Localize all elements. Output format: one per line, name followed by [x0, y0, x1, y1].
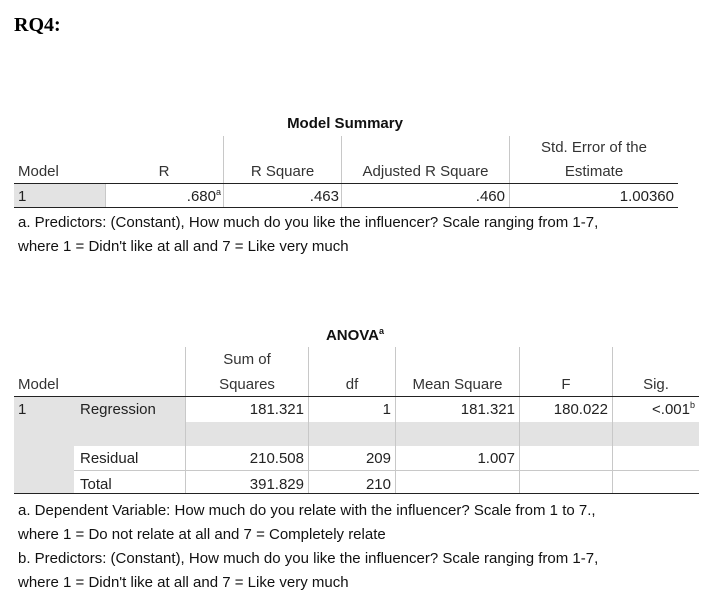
- anova-title: ANOVA$^a$: [325, 326, 385, 344]
- anova-row-regression-label: Regression: [80, 401, 156, 418]
- col-std-error-header-line2: Estimate: [564, 163, 624, 180]
- model-summary-footnote-a-line1: a. Predictors: (Constant), How much do you like the influencer? Scale ranging from 1-7,: [18, 214, 599, 231]
- anova-residual-sum-sq: 210.508: [249, 450, 304, 467]
- anova-footnote-b-line2: where 1 = Didn't like at all and 7 = Like very much: [18, 574, 349, 591]
- col-std-error-header-line1: Std. Error of the: [541, 139, 647, 156]
- anova-col-sig-header: Sig.: [643, 376, 669, 393]
- anova-col-sum-sq-header-line2: Squares: [219, 376, 275, 393]
- row-model-number: 1: [18, 188, 27, 205]
- col-adj-r-square-header: Adjusted R Square: [362, 163, 489, 180]
- anova-regression-mean-square: 181.321: [460, 401, 515, 418]
- cell-std-error: 1.00360: [619, 188, 674, 205]
- anova-col-model-header: Model: [18, 376, 59, 393]
- anova-row-residual-label: Residual: [80, 450, 139, 467]
- anova-footnote-b-line1: b. Predictors: (Constant), How much do you like the influencer? Scale ranging from 1-7,: [18, 550, 599, 567]
- anova-total-sum-sq: 391.829: [249, 476, 304, 493]
- anova-residual-mean-square: 1.007: [477, 450, 515, 467]
- anova-regression-df: 1: [382, 401, 391, 418]
- anova-col-mean-square-header: Mean Square: [412, 376, 503, 393]
- cell-r-square: .463: [309, 188, 339, 205]
- page-heading: RQ4:: [14, 14, 61, 36]
- anova-row-total-label: Total: [80, 476, 112, 493]
- model-summary-title: Model Summary: [287, 115, 403, 132]
- anova-model-number: 1: [18, 401, 27, 418]
- anova-residual-df: 209: [365, 450, 391, 467]
- anova-regression-sig: <.001$^b$: [652, 400, 695, 418]
- anova-col-sum-sq-header-line1: Sum of: [223, 351, 271, 368]
- col-model-header: Model: [18, 163, 59, 180]
- anova-footnote-a-line2: where 1 = Do not relate at all and 7 = Completely relate: [18, 526, 386, 543]
- anova-col-f-header: F: [561, 376, 571, 393]
- col-r-square-header: R Square: [250, 163, 315, 180]
- col-r-header: R: [158, 163, 170, 180]
- anova-total-df: 210: [365, 476, 391, 493]
- anova-col-df-header: df: [345, 376, 359, 393]
- cell-r: .680$^a$: [186, 187, 221, 205]
- model-summary-footnote-a-line2: where 1 = Didn't like at all and 7 = Like very much: [18, 238, 349, 255]
- cell-adj-r-square: .460: [475, 188, 505, 205]
- anova-footnote-a-line1: a. Dependent Variable: How much do you relate with the influencer? Scale from 1 to 7.,: [18, 502, 596, 519]
- anova-regression-sum-sq: 181.321: [249, 401, 304, 418]
- anova-regression-f: 180.022: [553, 401, 608, 418]
